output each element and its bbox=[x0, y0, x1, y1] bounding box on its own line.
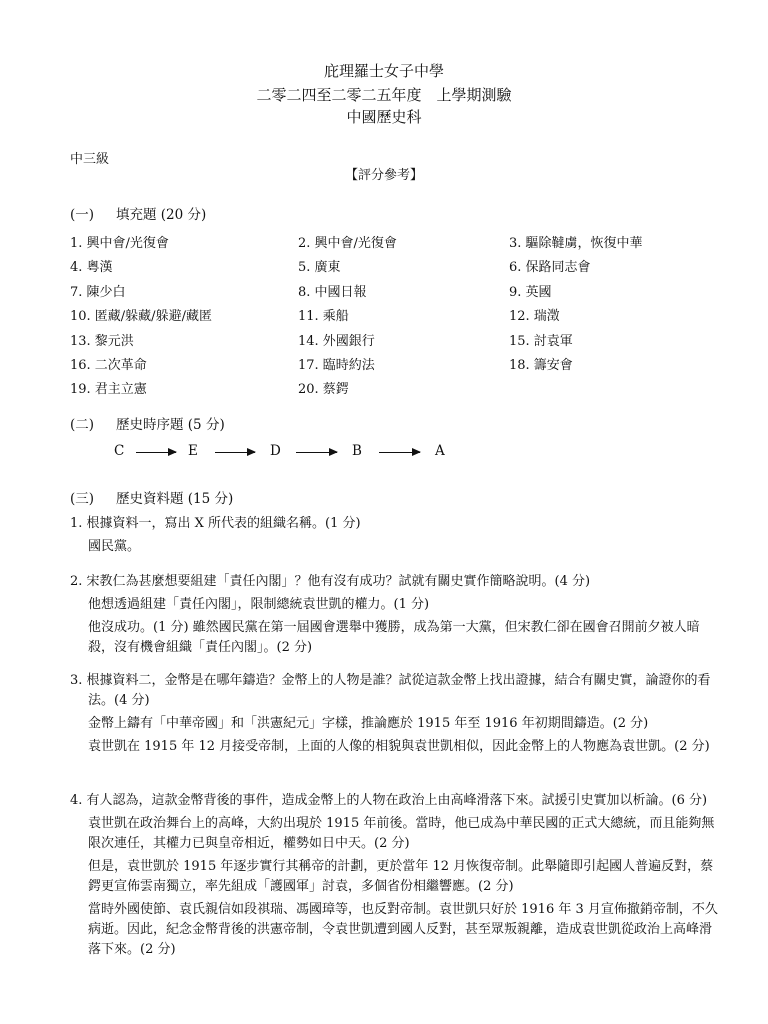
section2-heading bbox=[70, 413, 225, 433]
answer-text: 金幣上鑄有「中華帝國」和「洪憲紀元」字樣，推論應於 1915 年至 1916 年初期間鑄造。(2 分) bbox=[88, 716, 649, 731]
sequence-letter: D bbox=[270, 443, 281, 459]
arrow-right-icon bbox=[215, 452, 255, 453]
answer-text: 但是，袁世凱於 1915 年逐步實行其稱帝的計劃，更於當年 12 月恢復帝制。此舉隨即引起國人普遍反對，蔡鍔更宣佈雲南獨立，率先組成「護國軍」討袁，多個省份相繼響應。(2 分) bbox=[88, 859, 714, 894]
answer-row bbox=[70, 305, 720, 329]
answer-text: 當時外國使節、袁氏親信如段祺瑞、馮國璋等，也反對帝制。袁世凱只好於 1916 年 3 月宣佈撤銷帝制，不久病逝。因此，紀念金幣背後的洪憲帝制，令袁世凱遭到國人反對，甚至眾叛親離，造成袁世凱從政治上高峰滑落下來。(2 分) bbox=[88, 902, 718, 957]
answer-row bbox=[70, 354, 720, 378]
section1-heading bbox=[70, 203, 206, 223]
answer-item: 7. 陳少白 bbox=[70, 284, 126, 300]
arrow-right-icon bbox=[379, 452, 420, 453]
answer-row bbox=[70, 281, 720, 305]
answer-item: 17. 臨時約法 bbox=[298, 357, 375, 373]
sequence-letter: C bbox=[114, 443, 125, 459]
answer-item: 2. 興中會/光復會 bbox=[298, 236, 397, 251]
answer-row bbox=[70, 232, 720, 256]
sequence-letter: E bbox=[188, 443, 198, 459]
question-4 bbox=[70, 791, 720, 960]
answer-text: 他沒成功。(1 分) 雖然國民黨在第一屆國會選舉中獲勝，成為第一大黨，但宋教仁卻在國會召開前夕被人暗殺，沒有機會組織「責任內閣」。(2 分) bbox=[88, 620, 700, 655]
section2-number: (二) bbox=[70, 417, 95, 433]
answer-row bbox=[70, 378, 720, 402]
question-3 bbox=[70, 671, 720, 757]
section3-title: 歷史資料題 (15 分) bbox=[116, 491, 234, 507]
question-text: 2. 宋教仁為甚麼想要組建「責任內閣」？他有沒有成功？試就有關史實作簡略說明。(4 分) bbox=[70, 574, 591, 589]
arrow-right-icon bbox=[296, 452, 337, 453]
section2-title: 歷史時序題 (5 分) bbox=[116, 417, 225, 433]
answer-text: 國民黨。 bbox=[88, 539, 141, 554]
term-title: 二零二四至二零二五年度 上學期測驗 bbox=[256, 86, 512, 104]
answer-item: 11. 乘船 bbox=[298, 309, 349, 325]
answer-row bbox=[70, 330, 720, 354]
section3-heading bbox=[70, 487, 233, 507]
section1-number: (一) bbox=[70, 207, 95, 223]
answer-text: 袁世凱在政治舞台上的高峰，大約出現於 1915 年前後。當時，他已成為中華民國的正式大總統，而且能夠無限次連任，其權力已與皇帝相近，權勢如日中天。(2 分) bbox=[88, 816, 715, 851]
answer-item: 13. 黎元洪 bbox=[70, 333, 134, 349]
answer-item: 20. 蔡鍔 bbox=[298, 382, 349, 398]
question-text: 4. 有人認為，這款金幣背後的事件，造成金幣上的人物在政治上由高峰滑落下來。試援引史實加以析論。(6 分) bbox=[70, 793, 708, 808]
answer-item: 14. 外國銀行 bbox=[298, 333, 375, 349]
answer-item: 3. 驅除韃虜，恢復中華 bbox=[509, 236, 643, 251]
answer-item: 18. 籌安會 bbox=[509, 357, 573, 373]
question-2 bbox=[70, 572, 720, 658]
section1-title: 填充題 (20 分) bbox=[116, 207, 207, 223]
question-text: 3. 根據資料二，金幣是在哪年鑄造？金幣上的人物是誰？試從這款金幣上找出證據，結合有關史實，論證你的看法。(4 分) bbox=[70, 673, 711, 708]
answer-item: 6. 保路同志會 bbox=[509, 260, 591, 276]
answer-item: 1. 興中會/光復會 bbox=[70, 236, 169, 251]
section3-number: (三) bbox=[70, 491, 95, 507]
marking-scheme-tag: 【評分參考】 bbox=[344, 168, 423, 183]
subject-title: 中國歷史科 bbox=[346, 108, 422, 126]
answer-item: 12. 瑞澂 bbox=[509, 309, 560, 325]
answer-text: 他想透過組建「責任內閣」，限制總統袁世凱的權力。(1 分) bbox=[88, 597, 430, 612]
grade-label: 中三級 bbox=[70, 152, 110, 167]
sequence-letter: B bbox=[352, 443, 362, 459]
answer-item: 10. 匿藏/躲藏/躲避/藏匿 bbox=[70, 309, 212, 325]
answer-text: 袁世凱在 1915 年 12 月接受帝制，上面的人像的相貌與袁世凱相似，因此金幣上的人物應為袁世凱。(2 分) bbox=[88, 739, 710, 754]
answer-item: 9. 英國 bbox=[509, 284, 552, 300]
answer-row bbox=[70, 256, 720, 280]
arrow-right-icon bbox=[136, 452, 176, 453]
sequence-letter: A bbox=[435, 443, 445, 459]
chronology-sequence bbox=[114, 443, 454, 463]
question-text: 1. 根據資料一，寫出 X 所代表的組織名稱。(1 分) bbox=[70, 516, 361, 531]
answer-item: 15. 討袁軍 bbox=[509, 333, 573, 349]
question-1 bbox=[70, 514, 720, 557]
answer-item: 8. 中國日報 bbox=[298, 284, 367, 300]
answer-item: 16. 二次革命 bbox=[70, 357, 147, 373]
answer-item: 4. 粵漢 bbox=[70, 260, 113, 276]
fill-in-answers-grid bbox=[70, 232, 720, 403]
school-name: 庇理羅士女子中學 bbox=[323, 62, 444, 80]
answer-item: 19. 君主立憲 bbox=[70, 382, 147, 398]
answer-item: 5. 廣東 bbox=[298, 260, 341, 276]
